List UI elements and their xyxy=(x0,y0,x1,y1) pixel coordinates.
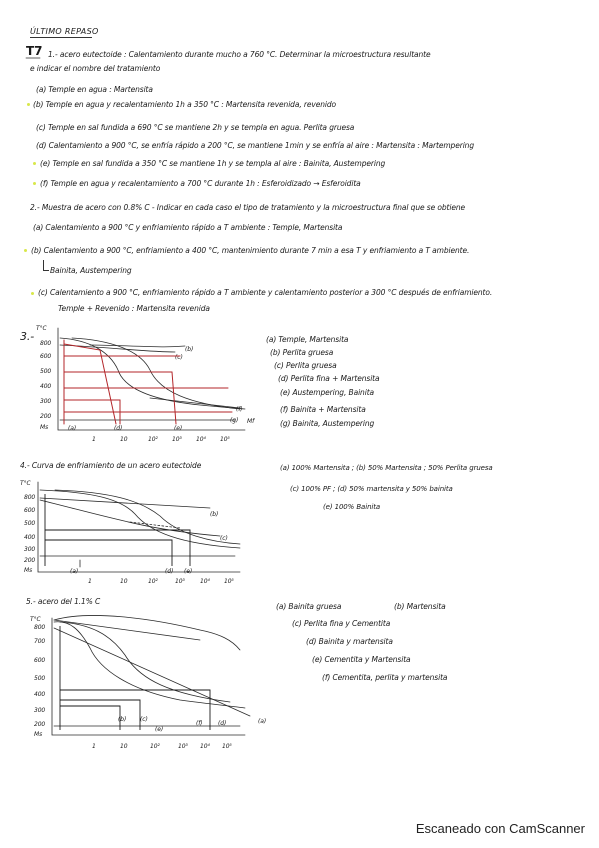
q4-x-tick: 10² xyxy=(148,578,158,585)
q1-answer-f: (f) Temple en agua y recalentamiento a 700 °C durante 1h : Esferoidizado → Esferoidita xyxy=(40,179,361,188)
q3-y-tick: Ms xyxy=(40,424,49,431)
q5-y-tick: Ms xyxy=(34,731,43,738)
q3-curve-label: (g) xyxy=(230,417,239,424)
q3-x-tick: 1 xyxy=(92,436,96,443)
q4-curve-line xyxy=(40,500,220,536)
q5-answer-d: (d) Bainita y martensita xyxy=(306,637,393,646)
q2-intro: 2.- Muestra de acero con 0.8% C - Indicar en cada caso el tipo de tratamiento y la microestructura final que se obtiene xyxy=(30,203,466,212)
q4-x-tick: 10³ xyxy=(175,578,185,585)
q1-intro-line-2: e indicar el nombre del tratamiento xyxy=(30,64,161,73)
q4-curve-label: (c) xyxy=(220,535,228,542)
q4-x-tick: 10 xyxy=(120,578,128,585)
q5-curve-label: (d) xyxy=(218,720,227,727)
q3-x-tick: 10⁵ xyxy=(220,436,230,443)
q4-y-tick: 400 xyxy=(24,534,36,541)
q1-answer-e: (e) Temple en sal fundida a 350 °C se mantiene 1h y se templa al aire : Bainita, Austempering xyxy=(40,159,386,168)
scanner-watermark: Escaneado con CamScanner xyxy=(415,821,585,836)
q5-x-tick: 10⁴ xyxy=(200,743,210,750)
q3-y-tick: 800 xyxy=(40,340,52,347)
q5-x-tick: 10² xyxy=(150,743,160,750)
q4-curve-label: (d) xyxy=(165,568,174,575)
q3-y-tick: 200 xyxy=(40,413,52,420)
q4-y-tick: 600 xyxy=(24,507,36,514)
q2-answer-c-line-2: Temple + Revenido : Martensita revenida xyxy=(58,304,210,313)
q5-curve-label: (b) xyxy=(118,716,127,723)
q3-y-tick: 400 xyxy=(40,383,52,390)
q5-axes xyxy=(52,618,245,735)
q5-curve-line xyxy=(54,628,250,716)
q5-cooling-path xyxy=(60,706,120,730)
q5-answer-c: (c) Perlita fina y Cementita xyxy=(292,619,391,628)
q5-curve-label: (f) xyxy=(196,720,203,727)
q3-answer-c: (c) Perlita gruesa xyxy=(274,361,337,370)
q5-y-tick: 500 xyxy=(34,675,46,682)
q3-answer-b: (b) Perlita gruesa xyxy=(270,348,334,357)
q4-curve-label: (e) xyxy=(184,568,193,575)
q2-answer-c-line-1: (c) Calentamiento a 900 °C, enfriamiento rápido a T ambiente y calentamiento posterior a 300 °C después de enfriamiento. xyxy=(38,288,493,297)
q4-curve-label: (a) xyxy=(70,568,79,575)
q2-answer-b-line-1: (b) Calentamiento a 900 °C, enfriamiento a 400 °C, mantenimiento durante 7 min a esa T y enfriamiento a T ambiente. xyxy=(31,246,470,255)
q4-axes xyxy=(38,482,240,572)
q3-x-tick: 10² xyxy=(148,436,158,443)
q1-answer-d: (d) Calentamiento a 900 °C, se enfría rápido a 200 °C, se mantiene 1min y se enfría al aire : Martensita : Martempering xyxy=(36,141,474,150)
q3-curve-line xyxy=(90,345,185,347)
q4-axis-title: T°C xyxy=(20,480,31,487)
q3-x-tick: 10⁴ xyxy=(196,436,206,443)
q5-x-tick: 10⁵ xyxy=(222,743,232,750)
q5-y-tick: 400 xyxy=(34,691,46,698)
q2-answer-a: (a) Calentamiento a 900 °C y enfriamiento rápido a T ambiente : Temple, Martensita xyxy=(33,223,343,232)
q4-answers-line-3: (e) 100% Bainita xyxy=(323,503,381,511)
q3-curve-label: (f) xyxy=(236,406,243,413)
q1-answer-a: (a) Temple en agua : Martensita xyxy=(36,85,153,94)
q5-curve-label: (a) xyxy=(258,718,267,725)
q3-y-tick: 300 xyxy=(40,398,52,405)
q3-curve-label: (d) xyxy=(114,425,123,432)
q5-y-tick: 800 xyxy=(34,624,46,631)
q5-curve-label: (c) xyxy=(140,716,148,723)
page-title: ÚLTIMO REPASO xyxy=(30,27,99,36)
q4-y-tick: 800 xyxy=(24,494,36,501)
q3-curve-label: (b) xyxy=(185,346,194,353)
q3-curve-label: (a) xyxy=(68,425,77,432)
q3-curve-label: (e) xyxy=(174,425,183,432)
q4-answers-line-1: (a) 100% Martensita ; (b) 50% Martensita ; 50% Perlita gruesa xyxy=(280,464,493,472)
q2-answer-b-line-2: Bainita, Austempering xyxy=(50,266,132,275)
q5-x-tick: 10³ xyxy=(178,743,188,750)
section-mark: T7 xyxy=(26,44,43,58)
q5-axis-title: T°C xyxy=(30,616,41,623)
q5-x-tick: 1 xyxy=(92,743,96,750)
q5-answer-a: (a) Bainita gruesa xyxy=(276,602,342,611)
q3-x-tick: 10³ xyxy=(172,436,182,443)
q4-answers-line-2: (c) 100% PF ; (d) 50% martensita y 50% bainita xyxy=(290,485,453,493)
q5-answer-f: (f) Cementita, perlita y martensita xyxy=(322,673,448,682)
q4-curve-label: (b) xyxy=(210,511,219,518)
q4-cooling-path xyxy=(45,540,172,566)
q5-y-tick: 200 xyxy=(34,721,46,728)
q4-y-tick: 500 xyxy=(24,520,36,527)
q5-label: 5.- acero del 1.1% C xyxy=(26,597,101,606)
q1-answer-c: (c) Temple en sal fundida a 690 °C se mantiene 2h y se templa en agua. Perlita gruesa xyxy=(36,123,355,132)
q4-x-tick: 1 xyxy=(88,578,92,585)
q5-answer-b: (b) Martensita xyxy=(394,602,446,611)
q3-answer-g: (g) Bainita, Austempering xyxy=(280,419,375,428)
q4-dashed-curve xyxy=(130,522,180,528)
q3-answer-d: (d) Perlita fina + Martensita xyxy=(278,374,380,383)
q4-x-tick: 10⁵ xyxy=(224,578,234,585)
q4-y-tick: 300 xyxy=(24,546,36,553)
q5-y-tick: 300 xyxy=(34,707,46,714)
q3-cooling-path-g xyxy=(172,372,176,424)
q5-curve-line xyxy=(54,620,200,640)
q5-y-tick: 700 xyxy=(34,638,46,645)
q3-curve-line xyxy=(150,398,240,408)
q3-y-tick: 600 xyxy=(40,353,52,360)
q1-intro-line-1: 1.- acero eutectoide : Calentamiento durante mucho a 760 °C. Determinar la microestructura resultante xyxy=(48,50,431,59)
q5-cooling-path xyxy=(60,690,210,730)
q3-curve-label: (c) xyxy=(175,354,183,361)
q3-answer-a: (a) Temple, Martensita xyxy=(266,335,349,344)
q4-ttt-end-curve xyxy=(55,490,240,544)
q3-answer-f: (f) Bainita + Martensita xyxy=(280,405,366,414)
q5-answer-e: (e) Cementita y Martensita xyxy=(312,655,411,664)
q4-x-tick: 10⁴ xyxy=(200,578,210,585)
q4-label: 4.- Curva de enfriamiento de un acero eutectoide xyxy=(20,461,202,470)
q5-x-tick: 10 xyxy=(120,743,128,750)
q3-y-tick: 500 xyxy=(40,368,52,375)
q5-curve-label: (e) xyxy=(155,726,164,733)
q1-answer-b: (b) Temple en agua y recalentamiento 1h a 350 °C : Martensita revenida, revenido xyxy=(33,100,337,109)
q3-x-tick: 10 xyxy=(120,436,128,443)
q5-cooling-path xyxy=(60,700,140,730)
q3-curve-label: Mf xyxy=(247,418,255,425)
q4-y-tick: 200 xyxy=(24,557,36,564)
q5-y-tick: 600 xyxy=(34,657,46,664)
q3-axis-title: T°C xyxy=(36,325,47,332)
q3-label: 3.- xyxy=(20,330,35,343)
q4-ttt-start-curve xyxy=(40,490,240,548)
q4-y-tick: Ms xyxy=(24,567,33,574)
q3-answer-e: (e) Austempering, Bainita xyxy=(280,388,375,397)
